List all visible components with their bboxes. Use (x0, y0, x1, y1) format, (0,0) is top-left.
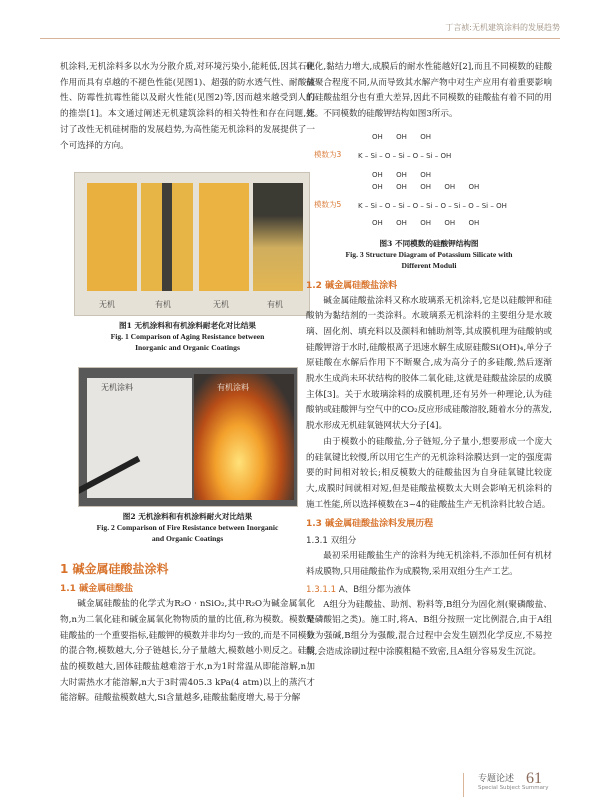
figure-3-structure (306, 129, 552, 227)
section-1-2-heading: 1.2 碱金属硅酸盐涂料 (306, 280, 398, 291)
panel-organic-1 (141, 183, 193, 291)
page-number: 61 (526, 770, 542, 787)
section-1-1-heading: 1.1 碱金属硅酸盐 (60, 584, 134, 595)
m3-top-labels: OH OH OH (372, 132, 432, 141)
section-1-2-paragraph-a: 碱金属硅酸盐涂料又称水玻璃系无机涂料,它是以硅酸钾和硅酸钠为黏结剂的一类涂料。水玻璃系无机涂料的主要组分是水玻璃、固化剂、填充料以及颜料和辅助剂等,其成膜机理为硅酸钠或硅酸钾溶于水时,硅酸根离子迅速水解生成原硅酸Si(OH)₄,单分子原硅酸在水解后作用下不断聚合,成为高分子的多硅酸,然后逐渐脱水生成尚未环状结构的胶体二氧化硅,这就是硅酸盐涂层的成膜主体[3]。关于水玻璃涂料的成膜机理,还有另外一种理论,认为硅酸钠或硅酸钾与空气中的CO₂反应形成硅酸溶胶,随着水分的蒸发,脱水形成无机硅氧链网状大分子[4]。 (306, 295, 552, 432)
section-1-2-paragraph-b: 由于模数小的硅酸盐,分子链短,分子量小,想要形成一个庞大的硅氧键比较慢,所以用它生产的无机涂料涂膜达到一定的强度需要的时间相对较长;相反模数大的硅酸盐因为自身硅氧键比较庞大,成膜时间就相对短,但是硅酸盐模数太大则会影响无机涂料的施工性能,所以选择模数在3~4的硅酸盐生产无机涂料比较合适。 (306, 436, 552, 510)
fig2-label-organic: 有机涂料 (217, 383, 249, 393)
fig3-caption-en-1: Fig. 3 Structure Diagram of Potassium Silicate with (345, 249, 513, 259)
section-1-heading: 1 碱金属硅酸盐涂料 (60, 562, 169, 577)
section-1-3-1-heading: 1.3.1 双组分 (306, 536, 357, 547)
panel-inorganic-2 (199, 183, 249, 291)
label-modulus-3: 模数为3 (314, 149, 342, 159)
footer-section-en: Special Subject Summary (478, 785, 549, 791)
footer-section-cn: 专题论述 (478, 774, 515, 784)
figure-1-photo (74, 172, 310, 316)
figure-1-caption (60, 320, 315, 353)
fig1-label-4: 有机 (267, 300, 283, 310)
section-1-1-paragraph: 碱金属硅酸盐的化学式为R₂O · nSiO₂,其中R₂O为碱金属氧化物,n为二氧化硅和碱金属氧化物物质的量的比值,称为模数。模数是硅酸盐的一个重要指标,硅酸钾的模数并非均匀一致的,而是不同模数的混合物,模数越大,分子链越长,分子量越大,模数越小则反之。硅酸盐的模数越大,固体硅酸盐越难溶于水,n为1时常温从即能溶解,n加大时需热水才能溶解,n大于3时需405.3 kPa(4 atm)以上的蒸汽才能溶解。硅酸盐模数越大,Si含量越多,硅酸盐黏度增大,易于分解 (60, 599, 315, 704)
fig2-label-inorganic: 无机涂料 (101, 383, 133, 393)
continued-paragraph: 硬化,黏结力增大,成膜后的耐水性能越好[2],而且不同模数的硅酸盐聚合程度不同,从而导致其水解产物中对生产应用有着重要影响的硅酸盐组分也有重大差异,因此不同模数的硅酸盐有着不同的用处。不同模数的硅酸钾结构如图3所示。 (306, 62, 552, 120)
fig2-caption-en-1: Fig. 2 Comparison of Fire Resistance between Inorganic (96, 523, 279, 533)
fig1-label-3: 无机 (213, 300, 229, 310)
figure-2-caption (60, 511, 315, 544)
figure-2-photo (78, 367, 298, 507)
m3-chain: K – Si – O – Si – O – Si – OH (358, 151, 452, 160)
footer-divider (463, 773, 464, 797)
section-1-3-1-1-number: 1.3.1.1 (306, 584, 337, 595)
fig2-caption-cn: 图2 无机涂料和有机涂料耐火对比结果 (122, 512, 253, 522)
section-1-3-1-1-title: A、B组分都为液体 (338, 584, 411, 595)
fig1-label-1: 无机 (99, 300, 115, 310)
fig3-caption-en-2: Different Moduli (401, 260, 457, 270)
figure-3-caption (306, 238, 552, 271)
label-modulus-5: 模数为5 (314, 199, 342, 209)
m3-bottom-labels: OH OH OH (372, 170, 432, 179)
intro-paragraph: 机涂料,无机涂料多以水为分散介质,对环境污染小,能耗低,因其石化作用而具有卓越的不褪色性能(见图1)、超强的防水透气性、耐酸碱性、防霉性抗霉性能以及耐火性能(见图2)等,因而越来越受到人们的推崇[1]。本文通过阐述无机建筑涂料的相关特性和存在问题,探讨了改性无机硅树脂的发展趋势,为高性能无机涂料的发展提供了一个可选择的方向。 (60, 62, 315, 151)
fig1-caption-en-2: Inorganic and Organic Coatings (135, 343, 240, 353)
fig2-caption-en-2: and Organic Coatings (151, 534, 224, 544)
panel-organic-2 (253, 183, 303, 291)
header-divider (40, 38, 560, 39)
section-1-3-1-1-heading (306, 583, 552, 598)
section-1-3-1-paragraph: 最初采用硅酸盐生产的涂料为纯无机涂料,不添加任何有机材料成膜物,只用硅酸盐作为成膜物,采用双组分生产工艺。 (306, 551, 552, 578)
m5-chain: K – Si – O – Si – O – Si – O – Si – O – Si – OH (358, 201, 507, 210)
panel-inorganic-1 (87, 183, 137, 291)
section-1-3-1-1-paragraph: A组分为硅酸盐、助剂、粉料等,B组分为固化剂(聚磷酸盐、聚磷酸铝之类)。施工时,将A、B组分按照一定比例混合,由于A组分为强碱,B组分为强酸,混合过程中会发生剧烈化学反应,不易控制,会造成涂刷过程中涂膜粗糙不致密,且A组分容易发生沉淀。 (306, 599, 552, 657)
fig1-caption-cn: 图1 无机涂料和有机涂料耐老化对比结果 (118, 321, 257, 331)
left-column (60, 60, 315, 707)
fig1-caption-en-1: Fig. 1 Comparison of Aging Resistance between (110, 332, 265, 342)
section-1-3-heading: 1.3 碱金属硅酸盐涂料发展历程 (306, 519, 434, 530)
m5-bottom-labels: OH OH OH OH OH (372, 218, 480, 227)
fig1-label-2: 有机 (155, 300, 171, 310)
m5-top-labels: OH OH OH OH OH (372, 182, 480, 191)
right-column (306, 60, 552, 661)
running-head: 丁言祯:无机建筑涂料的发展趋势 (445, 23, 560, 32)
fig3-caption-cn: 图3 不同模数的硅酸钾结构图 (379, 238, 479, 248)
